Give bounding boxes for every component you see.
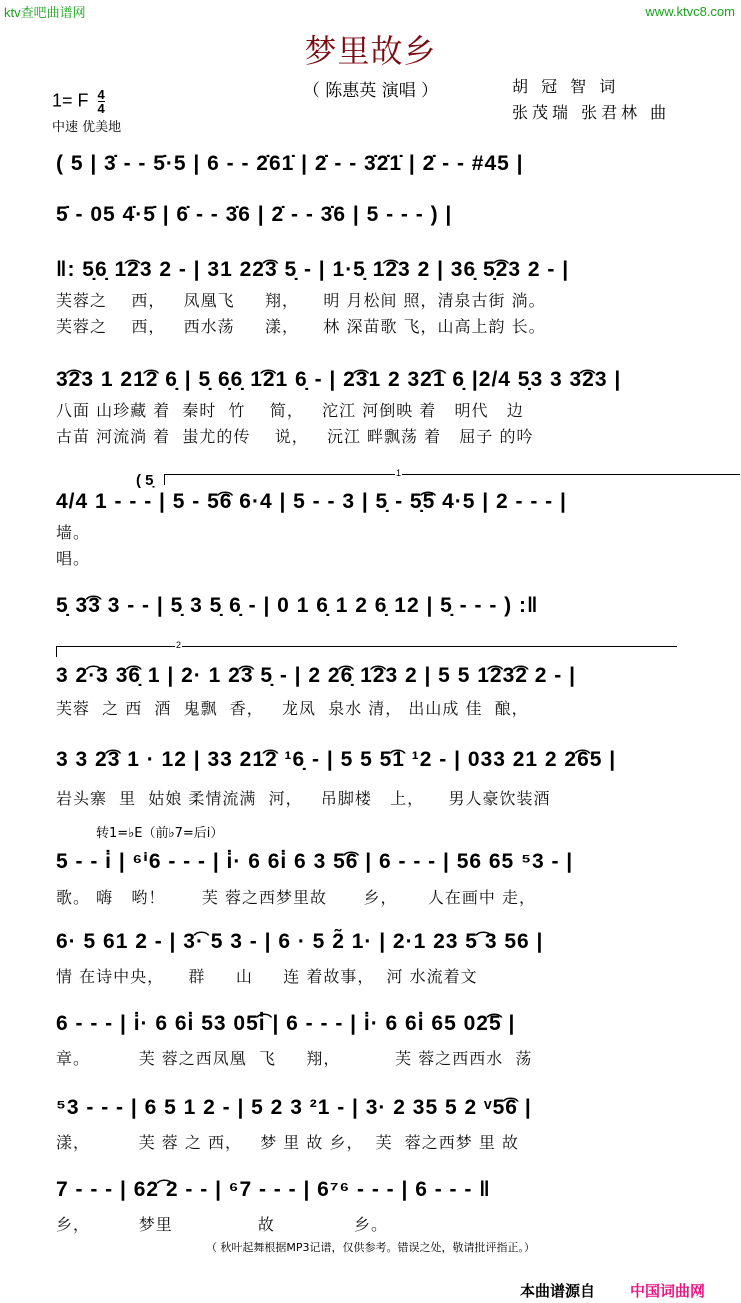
staff-line-12 bbox=[56, 1096, 686, 1156]
key-label: 1= F bbox=[52, 90, 89, 111]
notation: ( 5 | 3̇ - - 5̇·5 | 6 - - 2̇61̇ | 2̇ - - 3̇2̇1̇ | 2̇ - - #45 | bbox=[56, 152, 524, 175]
staff-line-6 bbox=[56, 594, 686, 624]
staff-line-3 bbox=[56, 258, 686, 340]
lyric: 岩头寨 里 姑娘 柔情流满 河， 吊脚楼 上， 男人豪饮装酒 bbox=[56, 789, 551, 808]
volta-label: 1 bbox=[396, 468, 402, 478]
lyric-verse-1: 芙蓉之 西， 凤凰飞 翔， 明 月松间 照，清泉古街 淌。 bbox=[56, 291, 546, 310]
volta-bracket-2 bbox=[56, 640, 677, 657]
lyric-verse-1: 八面 山珍藏 着 秦时 竹 简， 沱江 河倒映 着 明代 边 bbox=[56, 401, 524, 420]
transcription-note: （ 秋叶起舞根据MP3记谱，仅供参考。错误之处，敬请批评指正。） bbox=[205, 1241, 536, 1254]
tempo-marking: 中速 优美地 bbox=[52, 120, 122, 135]
notation: ⁵3 - - - | 6 5 1 2 - | 5 2 3 ²1 - | 3· 2 35 5 2 ᵛ5͡6 | bbox=[56, 1096, 532, 1119]
time-signature-bottom: 4 bbox=[97, 101, 105, 116]
staff-line-13 bbox=[56, 1178, 686, 1238]
staff-line-5 bbox=[56, 468, 686, 572]
staff-line-7 bbox=[56, 640, 686, 722]
lyric: 乡， 梦里 故 乡。 bbox=[56, 1215, 389, 1234]
watermark-right: www.ktvc8.com bbox=[645, 4, 735, 19]
source-label: 本曲谱源自 bbox=[520, 1282, 596, 1300]
notation: 7 - - - | 62͡ 2 - - | ⁶7 - - - | 6⁷⁶ - - - | 6 - - - ‖ bbox=[56, 1178, 491, 1201]
staff-line-1 bbox=[56, 152, 686, 182]
notation: 3͡23 1 21͡2 6̣ | 5̣ 6̣6̣ 1͡21 6̣ - | 2͡31 2 32͡1 6̣ |2/4 5̣3 3 3͡23 | bbox=[56, 368, 622, 391]
composer: 张茂瑞 张君林 曲 bbox=[512, 103, 671, 122]
notation: 5 - - i̇ | ⁶ⁱ6 - - - | i̇· 6 6i̇ 6 3 5͡6 | 6 - - - | 56 65 ⁵3 - | bbox=[56, 850, 574, 873]
notation: 5̣ 3͡3 3 - - | 5̣ 3 5̣ 6̣ - | 0 1 6̣ 1 2 6̣ 12 | 5̣ - - - ) :‖ bbox=[56, 594, 539, 617]
song-title: 梦里故乡 bbox=[304, 32, 437, 70]
notation: 6 - - - | i̇· 6 6i̇ 53 05͡i̇ | 6 - - - | i̇· 6 6i̇ 65 02͡5 | bbox=[56, 1012, 516, 1035]
lyric-verse-1: 墙。 bbox=[56, 523, 91, 542]
lyric-verse-2: 唱。 bbox=[56, 549, 91, 568]
notation: 6· 5 61 2 - | 3͡· 5 3 - | 6 · 5 2̃ 1· | 2·1 23 5͡ 3 56 | bbox=[56, 930, 544, 953]
lyric: 芙蓉 之 西 酒 鬼飘 香， 龙凤 泉水 清， 出山成 佳 酿， bbox=[56, 699, 529, 718]
singer-credit: （ 陈惠英 演唱 ） bbox=[302, 81, 439, 101]
source-site-link[interactable]: 中国词曲网 bbox=[630, 1282, 706, 1300]
lyric-verse-2: 芙蓉之 西， 西水荡 漾， 林 深苗歌 飞，山高上韵 长。 bbox=[56, 317, 546, 336]
lyric-verse-2: 古苗 河流淌 着 蚩尤的传 说， 沅江 畔飘荡 着 屈子 的吟 bbox=[56, 427, 534, 446]
credits bbox=[512, 74, 670, 126]
lyricist: 胡 冠 智 词 bbox=[512, 77, 620, 96]
staff-line-2 bbox=[56, 203, 686, 233]
notation: 5̇ - 05 4̇·5̇ | 6̇ - - 3̇6 | 2̇ - - 3̇6 | 5 - - - ) | bbox=[56, 203, 453, 226]
staff-line-11 bbox=[56, 1012, 686, 1072]
modulation-marking: 转1=♭E（前♭7=后i̇） bbox=[96, 826, 224, 841]
pickup-note: ( 5̣ bbox=[136, 472, 154, 489]
notation: 3 3 2͡3 1 · 12 | 33 21͡2 ¹6̣ - | 5 5 5͡1 ¹2 - | 033 21 2 2͡65 | bbox=[56, 748, 617, 771]
staff-line-9 bbox=[56, 822, 686, 911]
notation: 3 2͡·3 3͡6̣ 1 | 2· 1 2͡3 5̣ - | 2 2͡6̣ 1͡23 2 | 5 5 1͡23͡2 2 - | bbox=[56, 664, 576, 687]
lyric: 章。 芙 蓉之西凤凰 飞 翔， 芙 蓉之西西水 荡 bbox=[56, 1049, 533, 1068]
volta-label: 2 bbox=[176, 640, 182, 650]
notation: ‖: 5̣6̣ 1͡23 2 - | 31 22͡3 5̣ - | 1·5̣ 1͡23 2 | 36̣ 5̣͡23 2 - | bbox=[56, 258, 570, 281]
lyric: 漾， 芙 蓉 之 西， 梦 里 故 乡， 芙 蓉之西梦 里 故 bbox=[56, 1133, 519, 1152]
key-signature bbox=[52, 88, 105, 115]
staff-line-10 bbox=[56, 930, 686, 990]
watermark-left: ktv查吧曲谱网 bbox=[4, 5, 86, 20]
lyric: 歌。 嗨 哟！ 芙 蓉之西梦里故 乡， 人在画中 走， bbox=[56, 888, 536, 907]
staff-line-4 bbox=[56, 368, 686, 450]
volta-bracket-1 bbox=[164, 468, 740, 485]
notation: 4/4 1 - - - | 5 - 5͡6 6·4 | 5 - - 3 | 5̣ - 5̣͡5 4·5 | 2 - - - | bbox=[56, 490, 567, 513]
time-signature bbox=[98, 88, 105, 115]
lyric: 情 在诗中央， 群 山 连 着故事， 河 水流着文 bbox=[56, 967, 478, 986]
staff-line-8 bbox=[56, 748, 686, 812]
time-signature-top: 4 bbox=[97, 87, 105, 102]
